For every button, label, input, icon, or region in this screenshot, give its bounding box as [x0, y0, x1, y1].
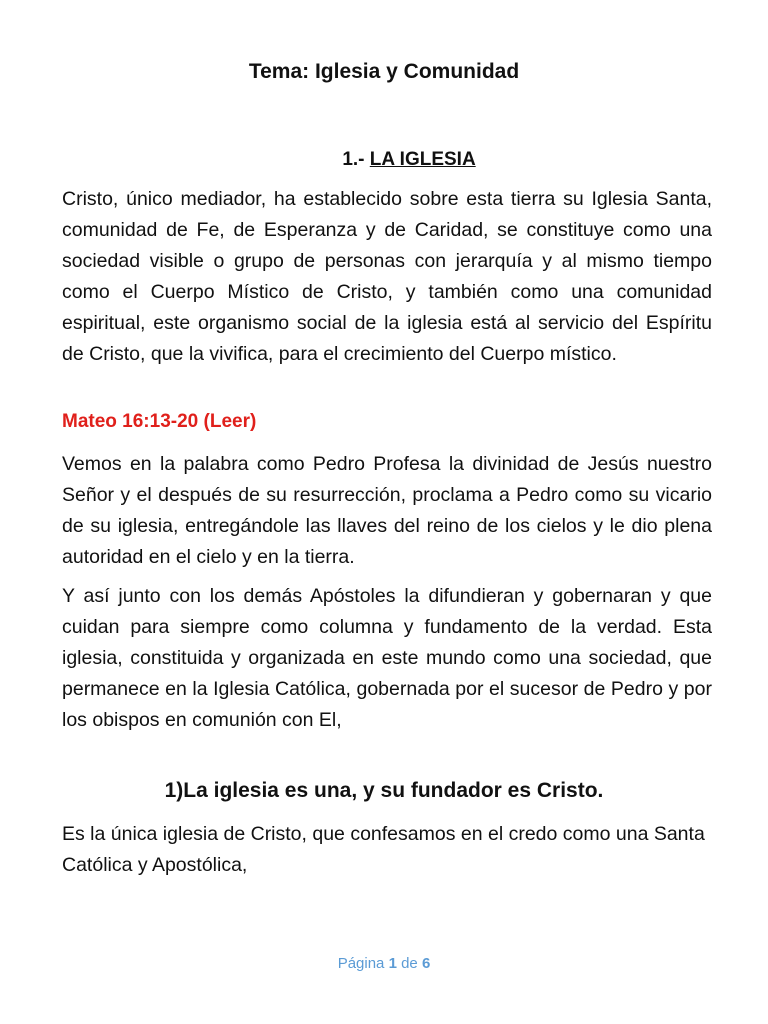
footer-total-pages: 6: [421, 955, 431, 972]
subsection-heading: 1)La iglesia es una, y su fundador es Cristo.: [164, 779, 604, 802]
footer-current-page: 1: [388, 955, 397, 972]
reference-paragraph-2: Y así junto con los demás Apóstoles la difundieran y gobernaran y que cuidan para siempre como columna y fundamento de la verdad. Esta iglesia, constituida y organizada en este mundo como una sociedad, que permanece en la Iglesia Católica, gobernada por el sucesor de Pedro y por los obispos en comunión con El,: [62, 585, 712, 731]
section-heading-la-iglesia: [0, 147, 768, 173]
scripture-reference: Mateo 16:13-20 (Leer): [62, 411, 257, 432]
reference-paragraph-1: Vemos en la palabra como Pedro Profesa la divinidad de Jesús nuestro Señor y el después de su resurrección, proclama a Pedro como su vicario de su iglesia, entregándole las llaves del reino de los cielos y le dio plena autoridad en el cielo y en la tierra.: [62, 453, 712, 568]
section-paragraph: Cristo, único mediador, ha establecido sobre esta tierra su Iglesia Santa, comunidad de Fe, de Esperanza y de Caridad, se constituye como una sociedad visible o grupo de personas con jerarquía y al mismo tiempo como el Cuerpo Místico de Cristo, y también como una comunidad espiritual, este organismo social de la iglesia está al servicio del Espíritu de Cristo, que la vivifica, para el crecimiento del Cuerpo místico.: [62, 188, 712, 365]
section-number: 1.-: [342, 149, 370, 170]
document-title: Tema: Iglesia y Comunidad: [248, 60, 520, 83]
page-footer: [0, 954, 768, 974]
section-label: LA IGLESIA: [369, 149, 476, 170]
subsection-paragraph: Es la única iglesia de Cristo, que confesamos en el credo como una Santa Católica y Apostólica,: [62, 823, 705, 876]
footer-page-word: Página: [337, 955, 385, 972]
footer-of-word: de: [401, 955, 418, 972]
